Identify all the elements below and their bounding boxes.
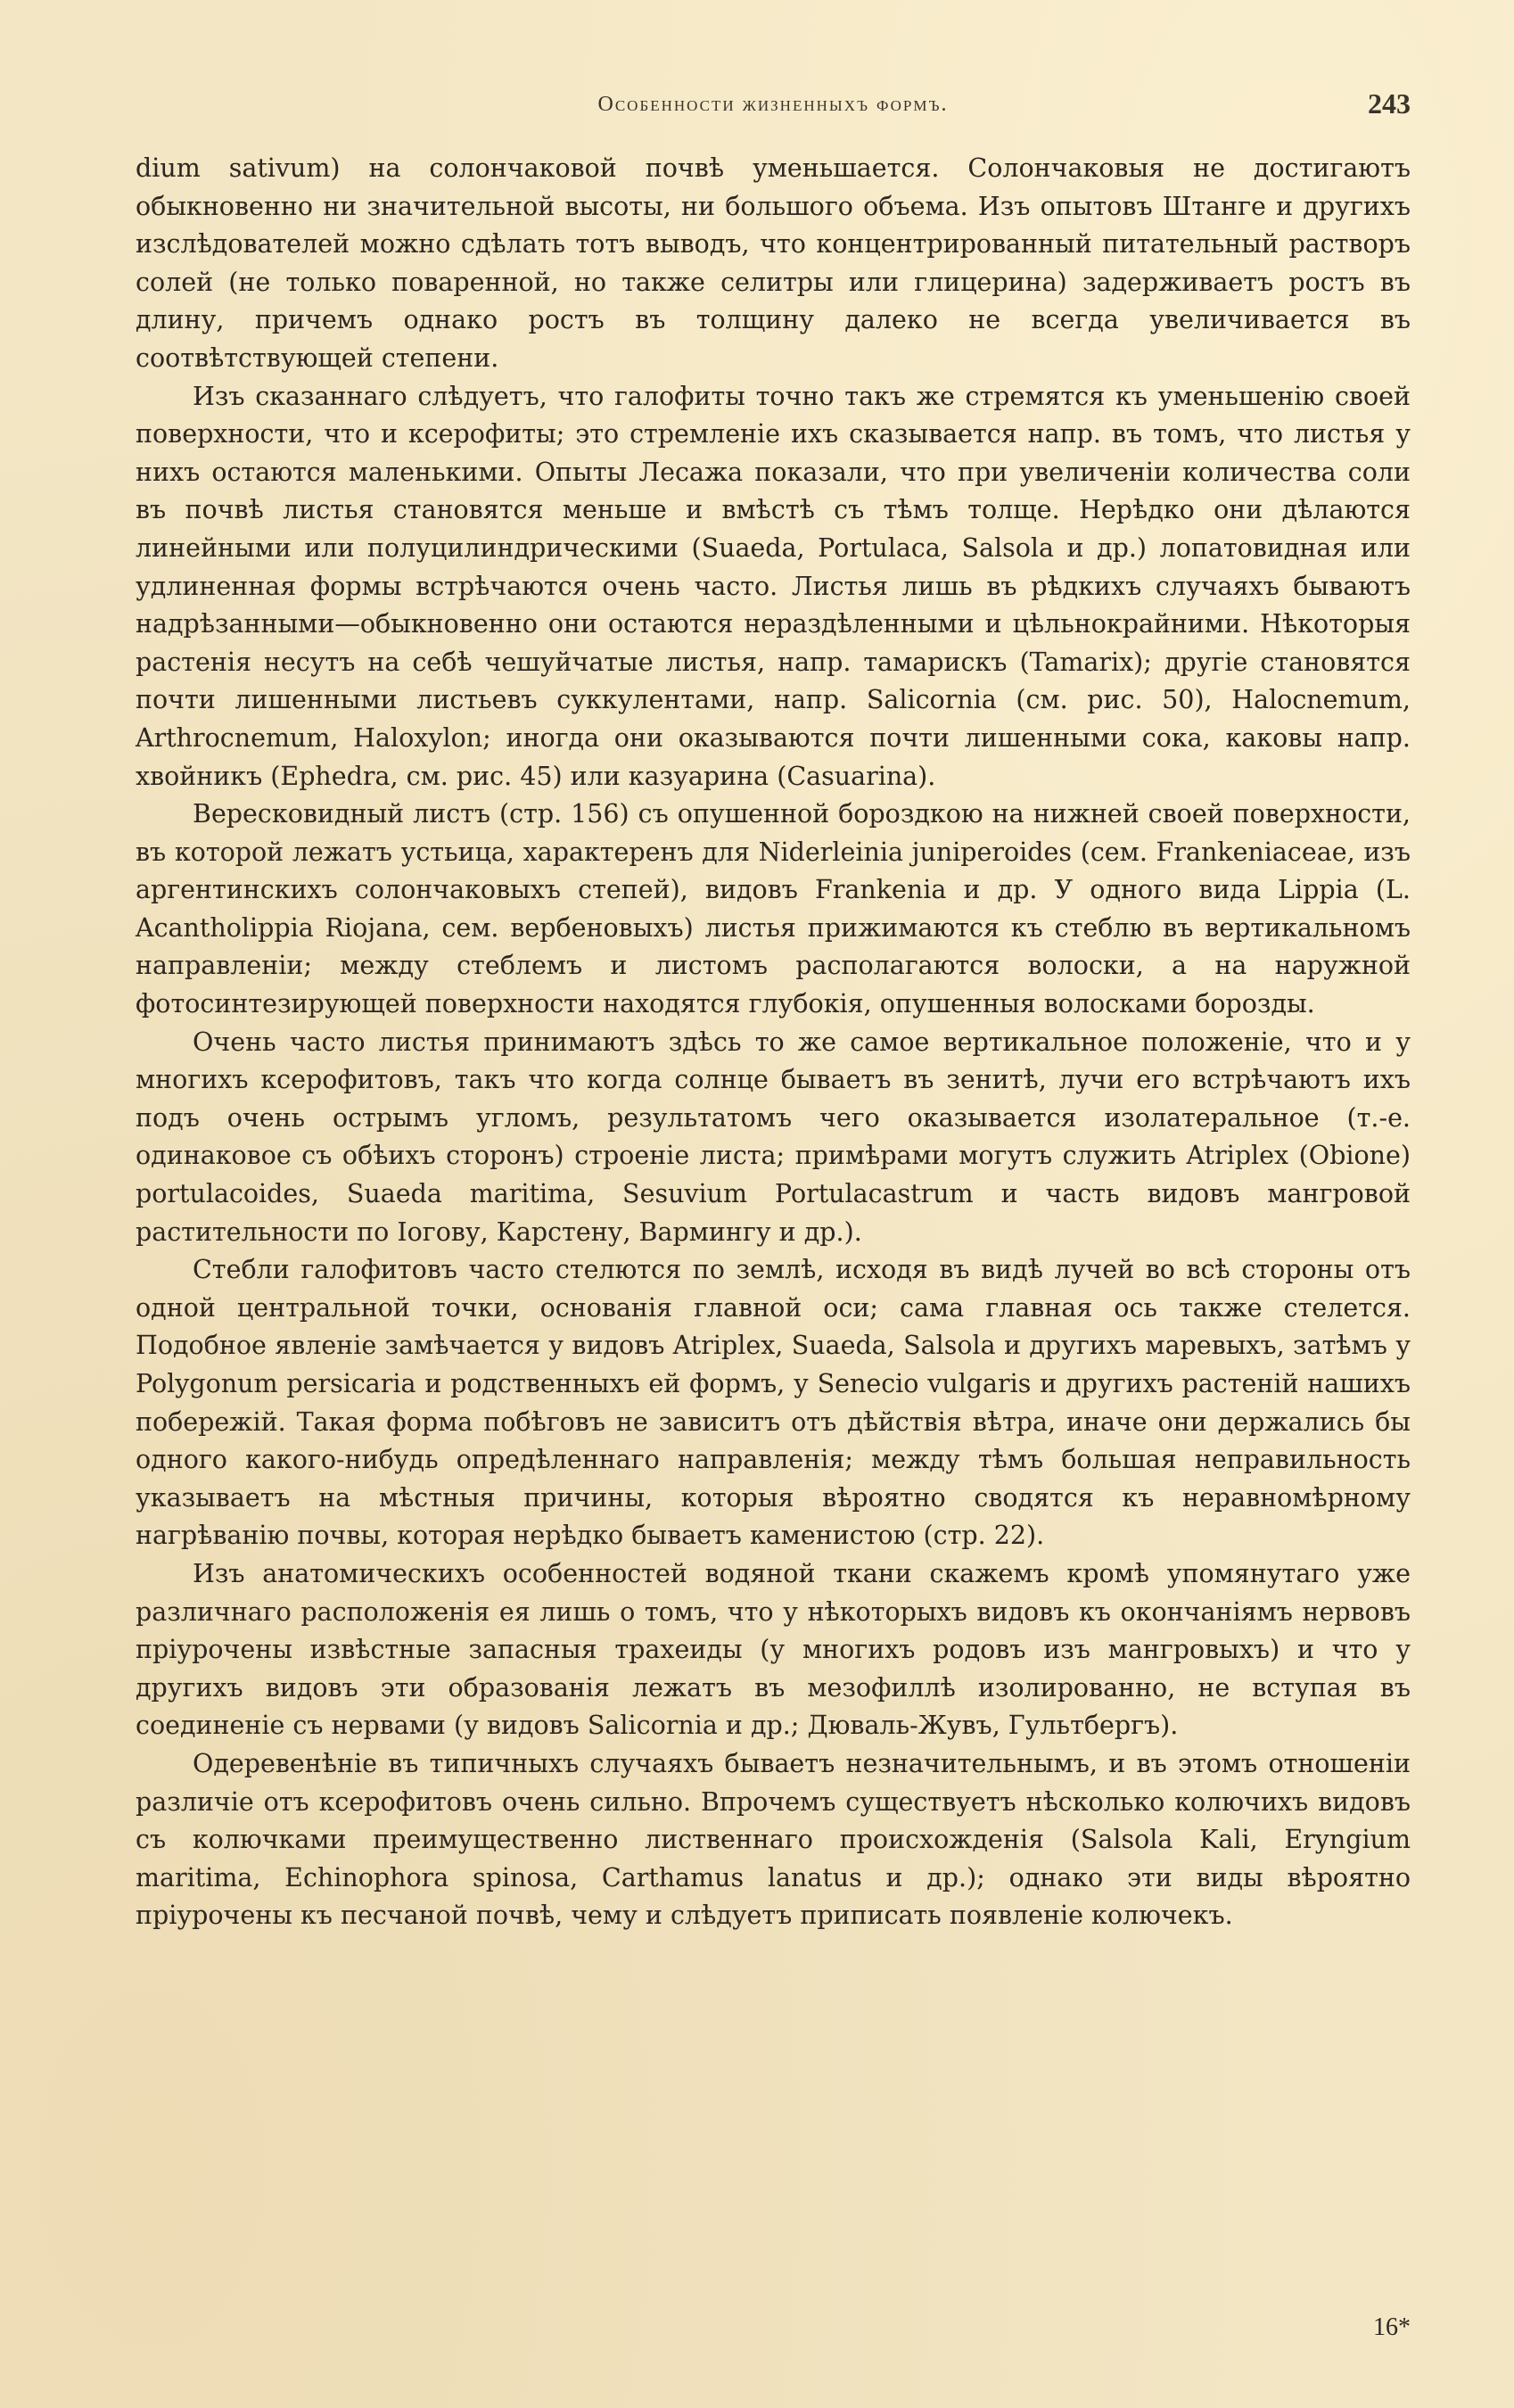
running-head [136, 71, 1411, 134]
running-title: Особенности жизненныхъ формъ. [597, 93, 949, 116]
paragraph-2: Изъ сказаннаго слѣдуетъ, что галофиты точно такъ же стремятся къ уменьшенію своей поверхности, что и ксерофиты; это стремленіе ихъ сказывается напр. въ томъ, что листья у нихъ остаются маленькими. Опыты Лесажа показали, что при увеличеніи количества соли въ почвѣ листья становятся меньше и вмѣстѣ съ тѣмъ толще. Нерѣдко они дѣлаются линейными или полуцилиндрическими (Suaeda, Portulaca, Salsola и др.) лопатовидная или удлиненная формы встрѣчаются очень часто. Листья лишь въ рѣдкихъ случаяхъ бываютъ надрѣзанными—обыкновенно они остаются нераздѣленными и цѣльнокрайними. Нѣкоторыя растенія несутъ на себѣ чешуйчатые листья, напр. тамарискъ (Tamarix); другіе становятся почти лишенными листьевъ суккулентами, напр. Salicornia (см. рис. 50), Halocnemum, Arthrocnemum, Haloxylon; иногда они оказываются почти лишенными сока, каковы напр. хвойникъ (Ephedra, см. рис. 45) или казуарина (Casuarina). [136, 381, 1411, 791]
body-text [136, 150, 1411, 1935]
paragraph-3: Вересковидный листъ (стр. 156) съ опушенной бороздкою на нижней своей поверхности, въ которой лежатъ устьица, характеренъ для Niderleinia juniperoides (сем. Frankeniaceae, изъ аргентинскихъ солончаковыхъ степей), видовъ Frankenia и др. У одного вида Lippia (L. Acantholippia Riojana, сем. вербеновыхъ) листья прижимаются къ стеблю въ вертикальномъ направленіи; между стеблемъ и листомъ располагаются волоски, а на наружной фотосинтезирующей поверхности находятся глубокія, опушенныя волосками борозды. [136, 799, 1411, 1019]
book-page [136, 71, 1411, 2354]
paragraph-6: Изъ анатомическихъ особенностей водяной ткани скажемъ кромѣ упомянутаго уже различнаго расположенія ея лишь о томъ, что у нѣкоторыхъ видовъ къ окончаніямъ нервовъ пріурочены извѣстные запасныя трахеиды (у многихъ родовъ изъ мангровыхъ) и что у другихъ видовъ эти образованія лежатъ въ мезофиллѣ изолированно, не вступая въ соединеніе съ нервами (у видовъ Salicornia и др.; Дюваль-Жувъ, Гультбергъ). [136, 1558, 1411, 1741]
paragraph-4: Очень часто листья принимаютъ здѣсь то же самое вертикальное положеніе, что и у многихъ ксерофитовъ, такъ что когда солнце бываетъ въ зенитѣ, лучи его встрѣчаютъ ихъ подъ очень острымъ угломъ, результатомъ чего оказывается изолатеральное (т.-е. одинаковое съ обѣихъ сторонъ) строеніе листа; примѣрами могутъ служить Atriplex (Obione) portulacoides, Suaeda maritima, Sesuvium Portulacastrum и часть видовъ мангровой растительности по Іогову, Карстену, Вармингу и др.). [136, 1027, 1411, 1247]
paragraph-5: Стебли галофитовъ часто стелются по землѣ, исходя въ видѣ лучей во всѣ стороны отъ одной центральной точки, основанія главной оси; сама главная ось также стелется. Подобное явленіе замѣчается у видовъ Atriplex, Suaeda, Salsola и другихъ маревыхъ, затѣмъ у Polygonum persicaria и родственныхъ ей формъ, у Senecio vulgaris и другихъ растеній нашихъ побережій. Такая форма побѣговъ не зависитъ отъ дѣйствія вѣтра, иначе они держались бы одного какого-нибудь опредѣленнаго направленія; между тѣмъ большая неправильность указываетъ на мѣстныя причины, которыя вѣроятно сводятся къ неравномѣрному нагрѣванію почвы, которая нерѣдко бываетъ каменистою (стр. 22). [136, 1255, 1411, 1551]
page-number: 243 [1368, 87, 1411, 120]
paragraph-1: dium sativum) на солончаковой почвѣ уменьшается. Солончаковыя не достигаютъ обыкновенно ни значительной высоты, ни большого объема. Изъ опытовъ Штанге и другихъ изслѣдователей можно сдѣлать тотъ выводъ, что концентрированный питательный растворъ солей (не только поваренной, но также селитры или глицерина) задерживаетъ ростъ въ длину, причемъ однако ростъ въ толщину далеко не всегда увеличивается въ соотвѣтствующей степени. [136, 153, 1411, 373]
signature-mark: 16* [1373, 2313, 1411, 2341]
paragraph-7: Одеревенѣніе въ типичныхъ случаяхъ бываетъ незначительнымъ, и въ этомъ отношеніи различіе отъ ксерофитовъ очень сильно. Впрочемъ существуетъ нѣсколько колючихъ видовъ съ колючками преимущественно лиственнаго происхожденія (Salsola Kali, Eryngium maritima, Echinophora spinosa, Carthamus lanatus и др.); однако эти виды вѣроятно пріурочены къ песчаной почвѣ, чему и слѣдуетъ приписать появленіе колючекъ. [136, 1748, 1411, 1931]
